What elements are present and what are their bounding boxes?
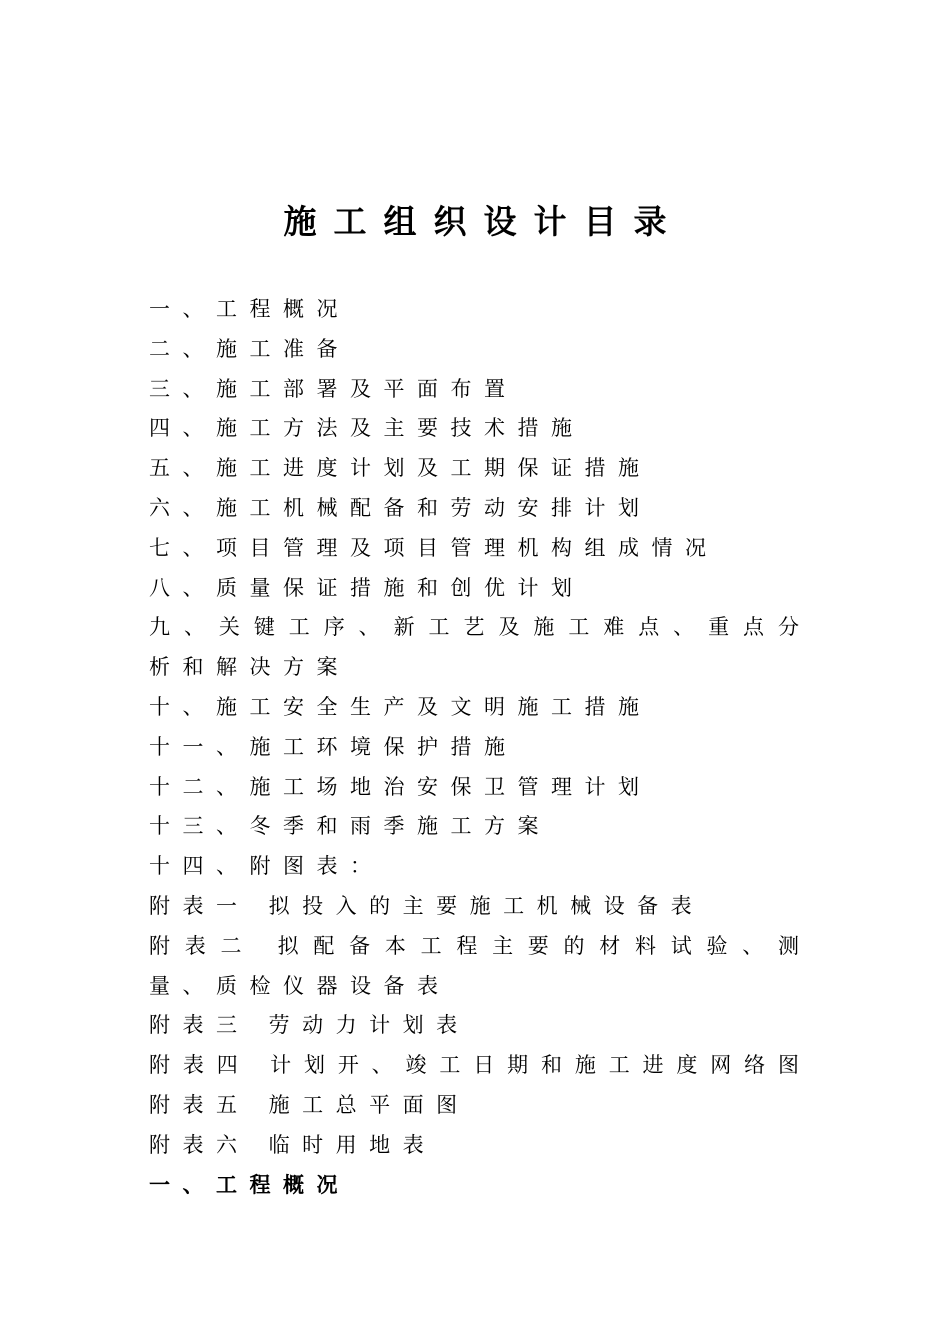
- toc-item-wrapped: 九、关键工序、新工艺及施工难点、重点分: [149, 615, 799, 640]
- toc-item: 十、施工安全生产及文明施工措施: [149, 694, 652, 719]
- toc-item-continuation: 析和解决方案: [149, 655, 350, 680]
- appendix-item: 附表三 劳动力计划表: [149, 1013, 470, 1038]
- toc-item: 十二、施工场地治安保卫管理计划: [149, 774, 652, 799]
- toc-item: 三、施工部署及平面布置: [149, 376, 518, 401]
- toc-item: 十四、附图表：: [149, 854, 384, 879]
- toc-item: 七、项目管理及项目管理机构组成情况: [149, 535, 719, 560]
- appendix-item-continuation: 量、质检仪器设备表: [149, 973, 451, 998]
- appendix-item: 附表一 拟投入的主要施工机械设备表: [149, 893, 705, 918]
- toc-item: 八、质量保证措施和创优计划: [149, 575, 585, 600]
- toc-item: 二、施工准备: [149, 336, 350, 361]
- appendix-item: 附表六 临时用地表: [149, 1132, 437, 1157]
- appendix-item: 附表四 计划开、竣工日期和施工进度网络图: [149, 1053, 799, 1078]
- toc-item: 五、施工进度计划及工期保证措施: [149, 456, 652, 481]
- appendix-item-wrapped: 附表二 拟配备本工程主要的材料试验、测: [149, 933, 799, 958]
- table-of-contents: [149, 290, 799, 1205]
- toc-item: 十三、冬季和雨季施工方案: [149, 814, 551, 839]
- toc-item: 六、施工机械配备和劳动安排计划: [149, 495, 652, 520]
- document-title: 施工组织设计目录: [283, 202, 684, 242]
- section-heading: 一、工程概况: [149, 1172, 350, 1197]
- appendix-item: 附表五 施工总平面图: [149, 1092, 470, 1117]
- toc-item: 四、施工方法及主要技术措施: [149, 416, 585, 441]
- toc-item: 十一、施工环境保护措施: [149, 734, 518, 759]
- toc-item: 一、工程概况: [149, 297, 350, 321]
